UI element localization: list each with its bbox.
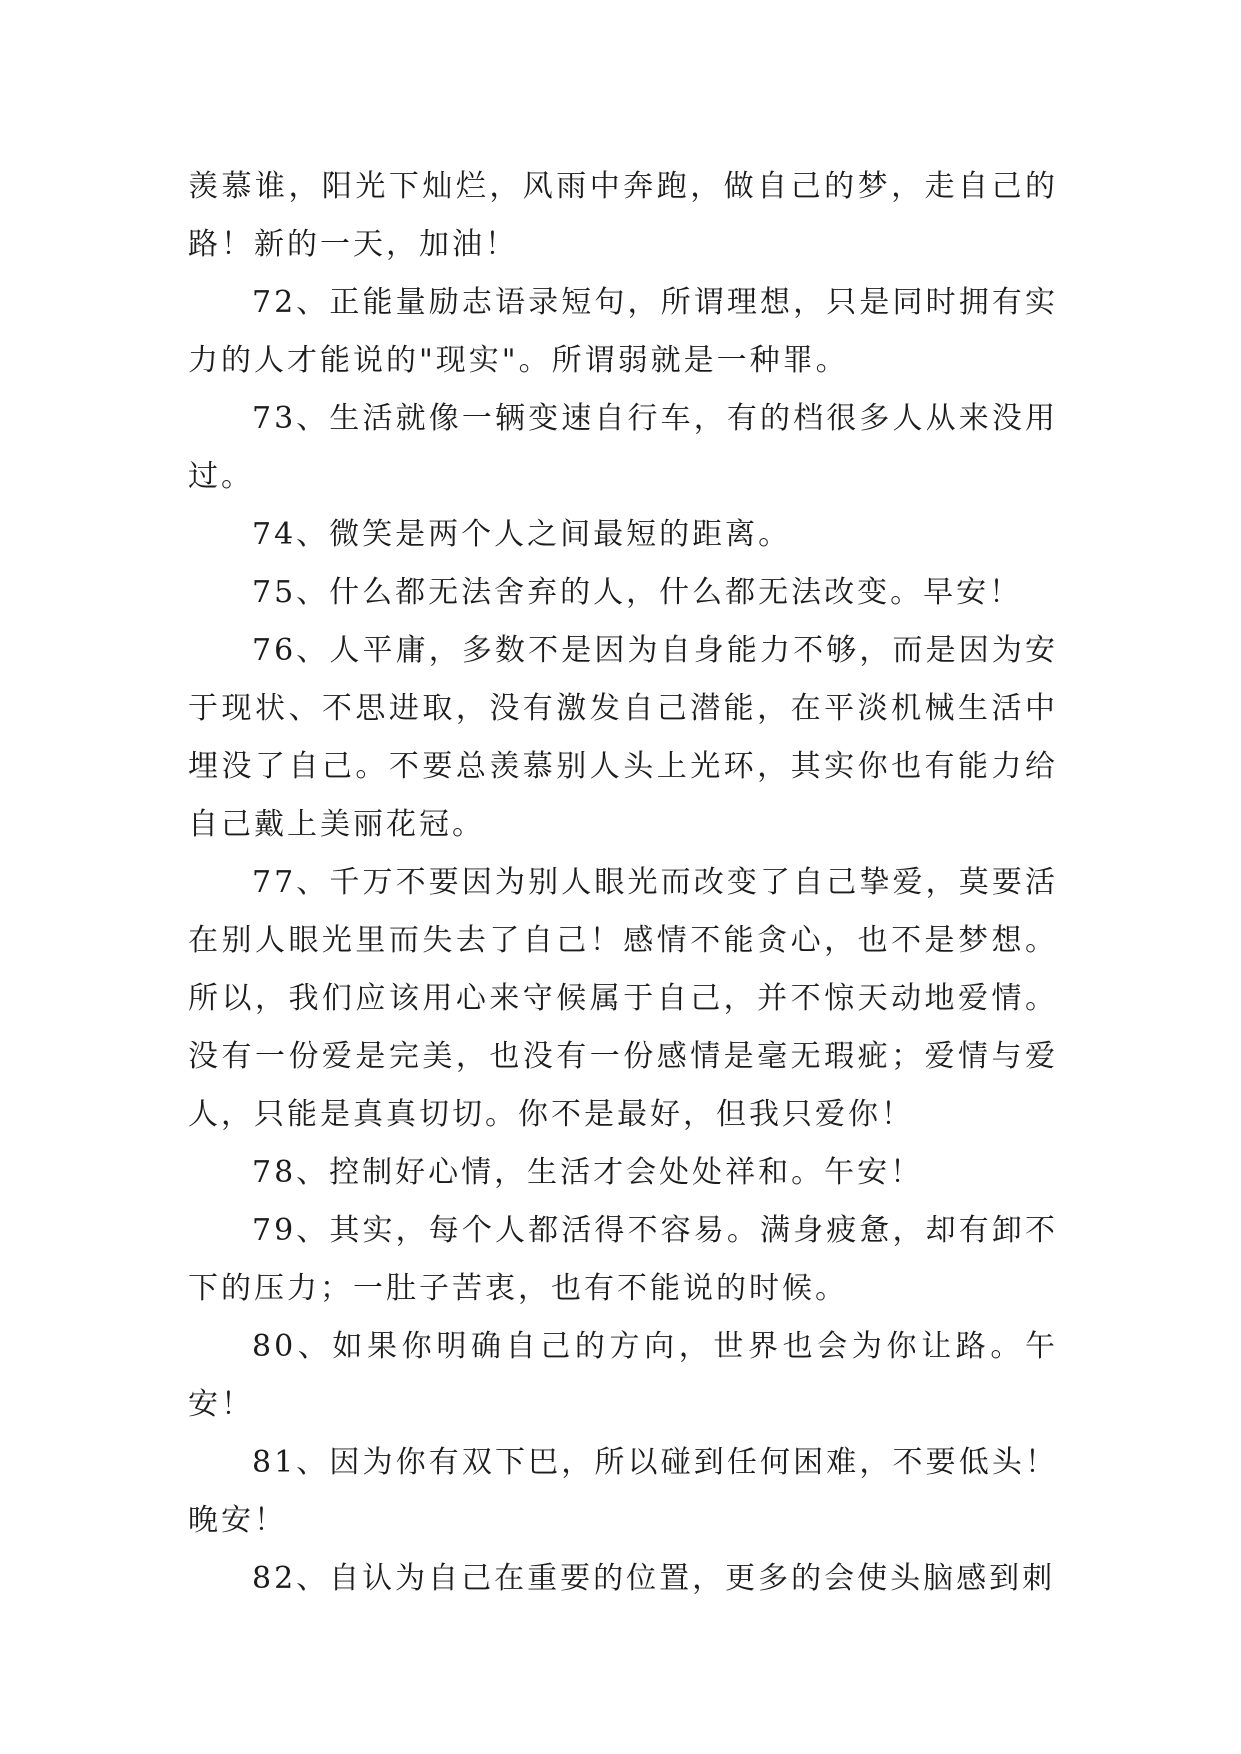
paragraph-80: 80、如果你明确自己的方向，世界也会为你让路。午安！ bbox=[188, 1329, 1058, 1422]
paragraph-79: 79、其实，每个人都活得不容易。满身疲惫，却有卸不下的压力；一肚子苦衷，也有不能说的时候。 bbox=[188, 1213, 1058, 1306]
paragraph-78: 78、控制好心情，生活才会处处祥和。午安！ bbox=[252, 1155, 924, 1190]
paragraph-81: 81、因为你有双下巴，所以碰到任何困难，不要低头！晚安！ bbox=[188, 1445, 1058, 1538]
paragraph-continued: 羡慕谁，阳光下灿烂，风雨中奔跑，做自己的梦，走自己的路！新的一天，加油！ bbox=[188, 169, 1058, 262]
paragraph-74: 74、微笑是两个人之间最短的距离。 bbox=[252, 517, 792, 552]
paragraph-82: 82、自认为自己在重要的位置，更多的会使头脑感到刺 bbox=[252, 1561, 1056, 1596]
paragraph-73: 73、生活就像一辆变速自行车，有的档很多人从来没用过。 bbox=[188, 401, 1058, 494]
document-body bbox=[188, 158, 1058, 1608]
paragraph-77: 77、千万不要因为别人眼光而改变了自己挚爱，莫要活在别人眼光里而失去了自己！感情不能贪心，也不是梦想。所以，我们应该用心来守候属于自己，并不惊天动地爱情。没有一份爱是完美，也没有一份感情是毫无瑕疵；爱情与爱人，只能是真真切切。你不是最好，但我只爱你！ bbox=[188, 865, 1058, 1132]
paragraph-75: 75、什么都无法舍弃的人，什么都无法改变。早安！ bbox=[252, 575, 1023, 610]
paragraph-72: 72、正能量励志语录短句，所谓理想，只是同时拥有实力的人才能说的"现实"。所谓弱就是一种罪。 bbox=[188, 285, 1058, 378]
paragraph-76: 76、人平庸，多数不是因为自身能力不够，而是因为安于现状、不思进取，没有激发自己潜能，在平淡机械生活中埋没了自己。不要总羡慕别人头上光环，其实你也有能力给自己戴上美丽花冠。 bbox=[188, 633, 1058, 842]
